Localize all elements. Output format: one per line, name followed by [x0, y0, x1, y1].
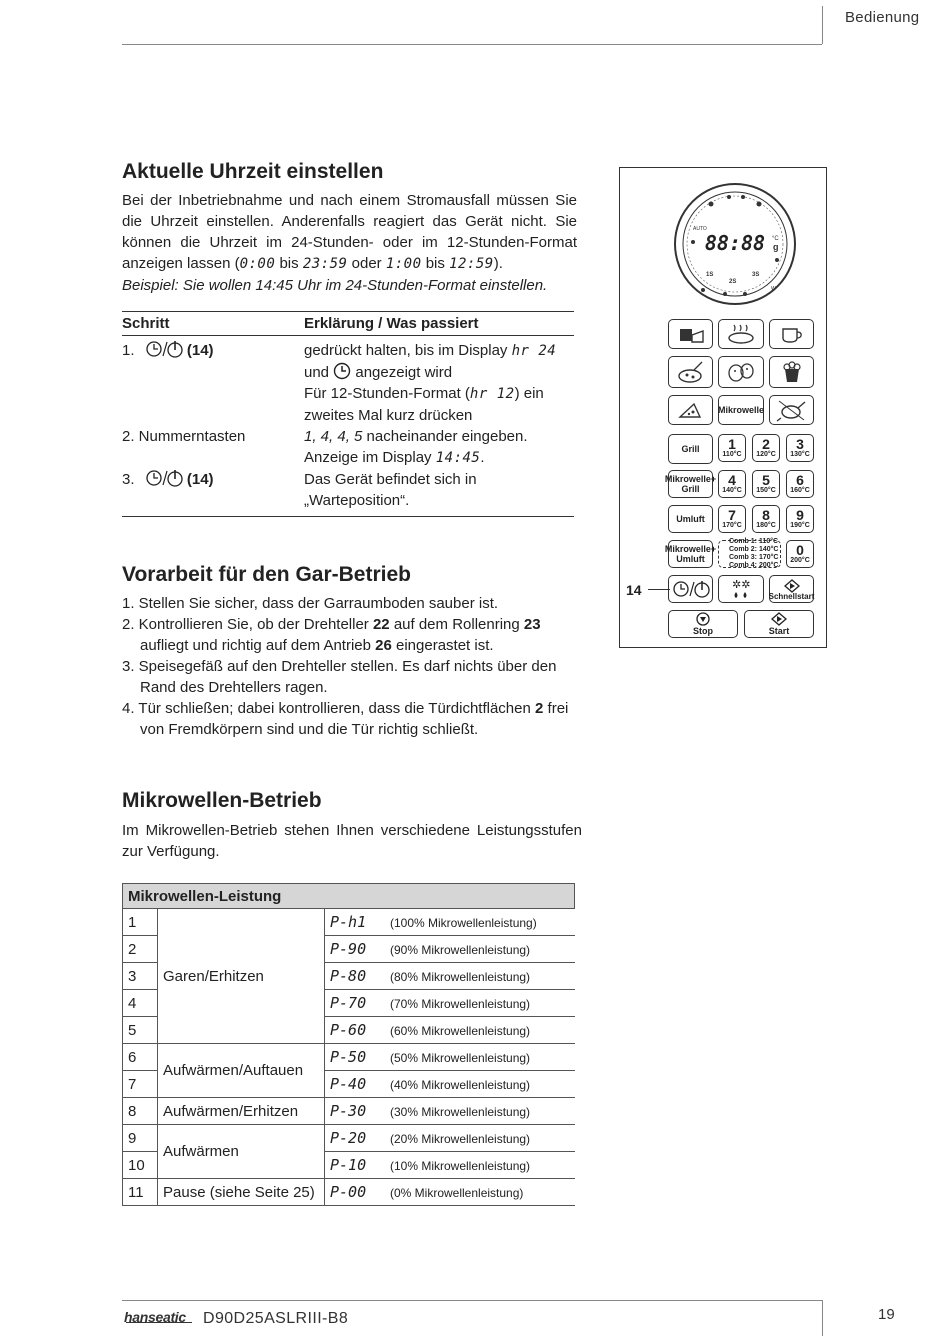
svg-text:2S: 2S — [729, 279, 737, 285]
microwave-button[interactable] — [718, 395, 764, 425]
header-divider — [822, 6, 823, 44]
snowflake-drop-icon — [726, 578, 756, 600]
stop-icon — [695, 612, 711, 626]
list-item: 2. Kontrollieren Sie, ob der Drehteller 22 auf dem Rollenring 23 aufliegt und richtig auf dem Antrieb 26 eingerastet ist. — [122, 616, 541, 654]
display-hr-12: hr 12 — [469, 386, 515, 402]
callout-line — [648, 589, 670, 590]
s1-text-a: gedrückt halten, bis im Display — [304, 342, 512, 359]
text-end: ). — [493, 255, 503, 272]
display-1-00: 1:00 — [385, 256, 422, 272]
bread-icon — [725, 323, 757, 345]
clock-steps-table — [122, 311, 574, 517]
number-key-2[interactable]: 2 120°C — [752, 434, 780, 462]
prep-heading: Vorarbeit für den Gar-Betrieb — [122, 563, 411, 586]
display-23-59: 23:59 — [302, 256, 348, 272]
s1-text-e: ) ein zweites Mal kurz drücken — [304, 385, 544, 424]
ref-14: (14) — [186, 471, 214, 488]
text-oder: oder — [347, 255, 386, 272]
display-12-59: 12:59 — [449, 256, 494, 272]
number-key-3[interactable]: 3 130°C — [786, 434, 814, 462]
number-key-4[interactable]: 4 140°C — [718, 470, 746, 498]
table-row: 2 P-90 (90% Mikrowellenleistung) — [123, 936, 575, 963]
microwave-label: Mikrowelle — [718, 405, 765, 415]
clock-timer-key-icon — [145, 469, 183, 487]
popcorn-button[interactable] — [769, 356, 814, 388]
start-button[interactable]: Start — [744, 610, 814, 638]
step-2-label: 2. Nummerntasten — [122, 428, 246, 445]
table-row: 5 P-60 (60% Mikrowellenleistung) — [123, 1017, 575, 1044]
col-explanation: Erklärung / Was passiert — [304, 315, 479, 332]
potato-button[interactable] — [718, 356, 764, 388]
callout-14: 14 — [626, 582, 642, 598]
microwave-convection-button[interactable]: Mikrowelle+ Umluft — [668, 540, 713, 568]
lcd-digits: 88:88 — [704, 231, 766, 255]
micro-heading: Mikrowellen-Betrieb — [122, 789, 322, 812]
step-row-3 — [122, 469, 574, 511]
table-row: 9 Aufwärmen P-20 (20% Mikrowellenleistung) — [123, 1125, 575, 1152]
step-number: 3. — [122, 471, 135, 488]
section-title: Bedienung — [845, 9, 920, 26]
svg-text:3S: 3S — [752, 272, 760, 278]
grill-button[interactable]: Grill — [668, 434, 713, 464]
group-garen: Garen/Erhitzen — [158, 909, 325, 1044]
svg-text:AUTO: AUTO — [693, 226, 707, 232]
cake-button[interactable] — [668, 319, 713, 349]
step-row-2 — [122, 426, 574, 469]
group-aufwaermen-auftauen: Aufwärmen/Auftauen — [158, 1044, 325, 1098]
table-row: 8 Aufwärmen/Erhitzen P-30 (30% Mikrowellenleistung) — [123, 1098, 575, 1125]
clock-timer-key-icon — [145, 340, 183, 358]
svg-text:°C: °C — [772, 236, 779, 242]
number-key-6[interactable]: 6 160°C — [786, 470, 814, 498]
bread-button[interactable] — [718, 319, 764, 349]
s3-text: Das Gerät befindet sich in „Warteposition“. — [304, 471, 477, 509]
pizza-slice-button[interactable] — [668, 395, 713, 425]
prep-list — [122, 593, 577, 740]
pizza-slice-icon — [676, 399, 706, 421]
group-aufwaermen-erhitzen: Aufwärmen/Erhitzen — [158, 1098, 325, 1125]
model-number: D90D25ASLRIII-B8 — [203, 1310, 349, 1327]
clock-heading: Aktuelle Uhrzeit einstellen — [122, 160, 384, 183]
step-row-1 — [122, 340, 574, 426]
list-item: 4. Tür schließen; dabei kontrollieren, dass die Türdichtflächen 2 frei von Fremdkörpern sind und die Tür richtig schließt. — [122, 700, 569, 738]
start-icon — [771, 612, 787, 626]
ref-14: (14) — [186, 342, 214, 359]
footer-rule — [122, 1300, 822, 1301]
number-key-8[interactable]: 8 180°C — [752, 505, 780, 533]
col-step: Schritt — [122, 315, 170, 332]
display-0-00: 0:00 — [239, 256, 276, 272]
beverage-button[interactable] — [769, 319, 814, 349]
svg-text:✲✲: ✲✲ — [732, 578, 751, 591]
step-number: 1. — [122, 342, 135, 359]
clock-intro-text: Bei der Inbetriebnahme und nach einem Stromausfall müssen Sie die Uhrzeit einstellen. Anderenfalls reagiert das Gerät nicht. Sie können die Uhrzeit im 24-Stunden- oder im 12-Stunden-Format anzeigen lassen ( — [122, 192, 577, 272]
s1-text-d: Für 12-Stunden-Format ( — [304, 385, 470, 402]
number-key-1[interactable]: 1 110°C — [718, 434, 746, 462]
s2-text-d: . — [480, 449, 485, 466]
list-item: 1. Stellen Sie sicher, dass der Garraumboden sauber ist. — [122, 595, 499, 612]
display-14-45: 14:45 — [435, 450, 481, 466]
convection-button[interactable]: Umluft — [668, 505, 713, 533]
combi-button[interactable]: Comb 1: 110°C Comb 2: 140°C Comb 3: 170°C Comb 4: 200°C — [718, 540, 781, 568]
pizza-button[interactable] — [668, 356, 713, 388]
clock-intro — [122, 190, 577, 296]
chicken-icon — [776, 398, 808, 422]
power-table-header: Mikrowellen-Leistung — [123, 884, 575, 909]
header-rule — [122, 44, 822, 45]
steps-header — [122, 312, 574, 336]
brand-logo: hanseatic — [124, 1309, 186, 1325]
clock-icon — [333, 362, 351, 380]
footer-divider — [822, 1300, 823, 1336]
control-panel — [619, 167, 827, 648]
table-row: 7 P-40 (40% Mikrowellenleistung) — [123, 1071, 575, 1098]
chicken-button[interactable] — [769, 395, 814, 425]
cup-icon — [777, 323, 807, 345]
pizza-icon — [676, 360, 706, 384]
number-key-9[interactable]: 9 190°C — [786, 505, 814, 533]
defrost-button[interactable] — [718, 575, 764, 603]
number-key-5[interactable]: 5 150°C — [752, 470, 780, 498]
page-number: 19 — [878, 1306, 895, 1323]
power-code: P-h1 — [330, 913, 367, 931]
table-row: 10 P-10 (10% Mikrowellenleistung) — [123, 1152, 575, 1179]
table-row: 4 P-70 (70% Mikrowellenleistung) — [123, 990, 575, 1017]
table-row: 11 Pause (siehe Seite 25) P-00 (0% Mikrowellenleistung) — [123, 1179, 575, 1206]
potato-icon — [726, 360, 756, 384]
popcorn-icon — [777, 360, 807, 384]
number-key-0[interactable]: 0 200°C — [786, 540, 814, 568]
svg-text:1S: 1S — [706, 272, 714, 278]
power-table — [122, 883, 575, 1206]
group-pause: Pause (siehe Seite 25) — [158, 1179, 325, 1206]
quickstart-icon — [784, 579, 800, 593]
s2-digits: 1, 4, 4, 5 — [304, 428, 363, 445]
display-dial — [673, 182, 797, 306]
clock-timer-icon — [671, 579, 711, 599]
clock-timer-button[interactable] — [668, 575, 713, 603]
table-row: 6 Aufwärmen/Auftauen P-50 (50% Mikrowellenleistung) — [123, 1044, 575, 1071]
s2-text-c: Anzeige im Display — [304, 449, 436, 466]
microwave-grill-button[interactable]: Mikrowelle+ Grill — [668, 470, 713, 498]
clock-example: Beispiel: Sie wollen 14:45 Uhr im 24-Stunden-Format einstellen. — [122, 277, 548, 294]
svg-text:W: W — [771, 286, 776, 292]
svg-text:g: g — [773, 242, 779, 252]
s1-text-c: angezeigt wird — [351, 364, 453, 381]
table-row: 3 P-80 (80% Mikrowellenleistung) — [123, 963, 575, 990]
number-key-7[interactable]: 7 170°C — [718, 505, 746, 533]
s2-text-b: nacheinander eingeben. — [362, 428, 528, 445]
quickstart-button[interactable]: Schnellstart — [769, 575, 814, 603]
group-aufwaermen: Aufwärmen — [158, 1125, 325, 1179]
table-row: 1 Garen/Erhitzen P-h1 (100% Mikrowellenleistung) — [123, 909, 575, 936]
text-bis: bis — [421, 255, 450, 272]
cake-icon — [676, 323, 706, 345]
micro-intro: Im Mikrowellen-Betrieb stehen Ihnen verschiedene Leistungsstufen zur Verfügung. — [122, 822, 582, 860]
s1-text-b: und — [304, 364, 334, 381]
stop-button[interactable]: Stop — [668, 610, 738, 638]
display-hr-24: hr 24 — [511, 343, 557, 359]
list-item: 3. Speisegefäß auf den Drehteller stellen. Es darf nichts über den Rand des Drehtellers ragen. — [122, 658, 557, 696]
text-bis: bis — [275, 255, 303, 272]
